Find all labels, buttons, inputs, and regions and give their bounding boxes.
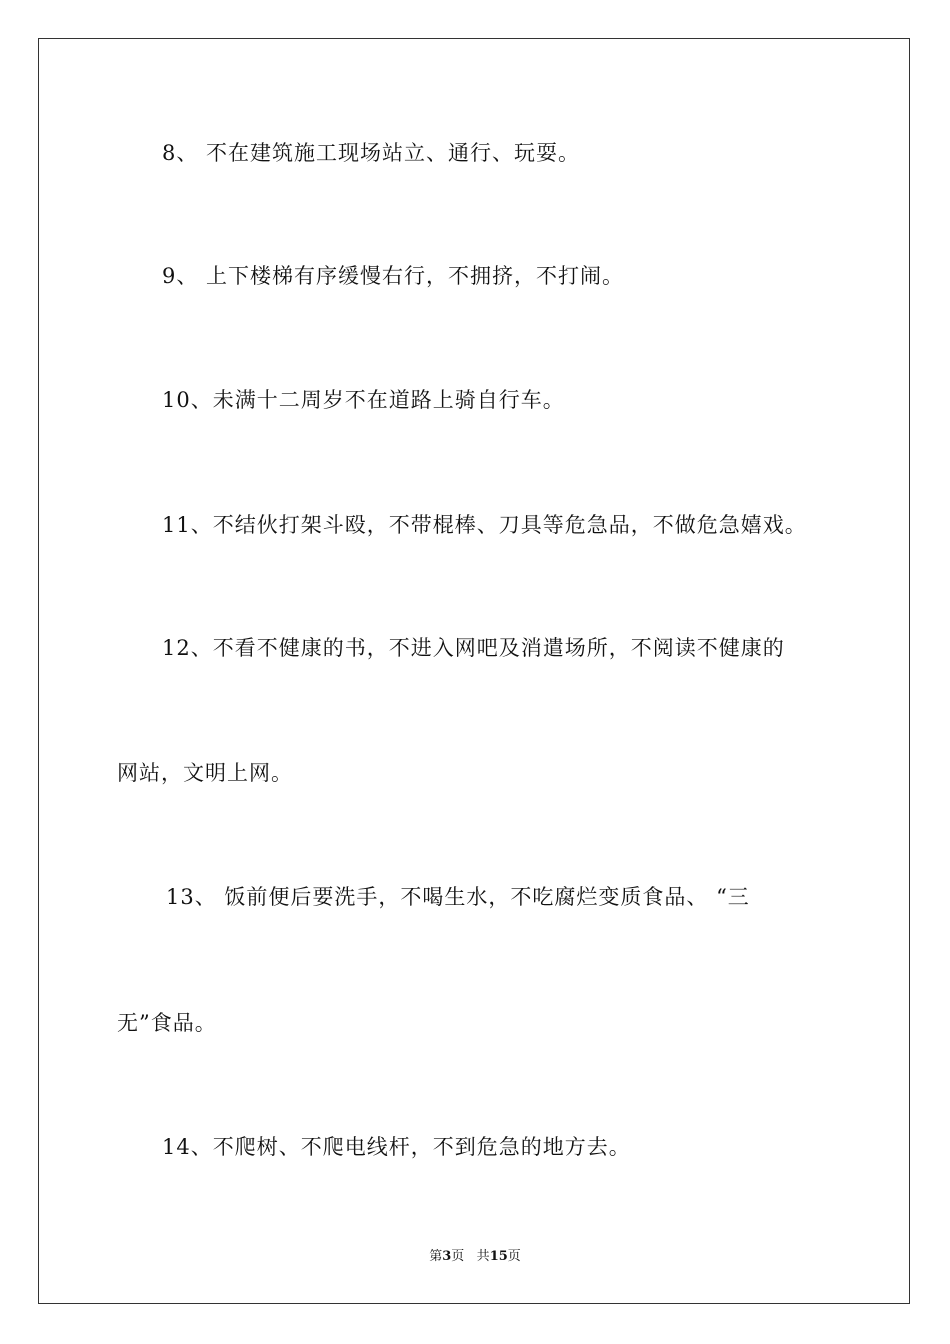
- total-pages: 15: [489, 1249, 508, 1264]
- item-9: 9、 上下楼梯有序缓慢右行，不拥挤，不打闹。: [162, 264, 625, 288]
- page-footer: [0, 1248, 950, 1266]
- item-12-line-1: 12、不看不健康的书，不进入网吧及消遣场所，不阅读不健康的: [162, 636, 785, 660]
- item-12-line-2: 网站，文明上网。: [117, 761, 293, 785]
- item-13-line-2: 无”食品。: [117, 1011, 217, 1035]
- item-10: 10、未满十二周岁不在道路上骑自行车。: [162, 388, 565, 412]
- page-border: [38, 38, 910, 1304]
- item-14: 14、不爬树、不爬电线杆，不到危急的地方去。: [162, 1135, 631, 1159]
- item-8: 8、 不在建筑施工现场站立、通行、玩耍。: [162, 141, 581, 165]
- page-number: 3: [442, 1249, 452, 1264]
- page-suffix: 页: [451, 1249, 465, 1264]
- item-13-line-1: 13、 饭前便后要洗手，不喝生水，不吃腐烂变质食品、 “三: [166, 885, 750, 909]
- total-prefix: 共: [476, 1249, 490, 1264]
- page-prefix: 第: [429, 1249, 443, 1264]
- item-11: 11、不结伙打架斗殴，不带棍棒、刀具等危急品，不做危急嬉戏。: [162, 513, 807, 537]
- total-suffix: 页: [507, 1249, 521, 1264]
